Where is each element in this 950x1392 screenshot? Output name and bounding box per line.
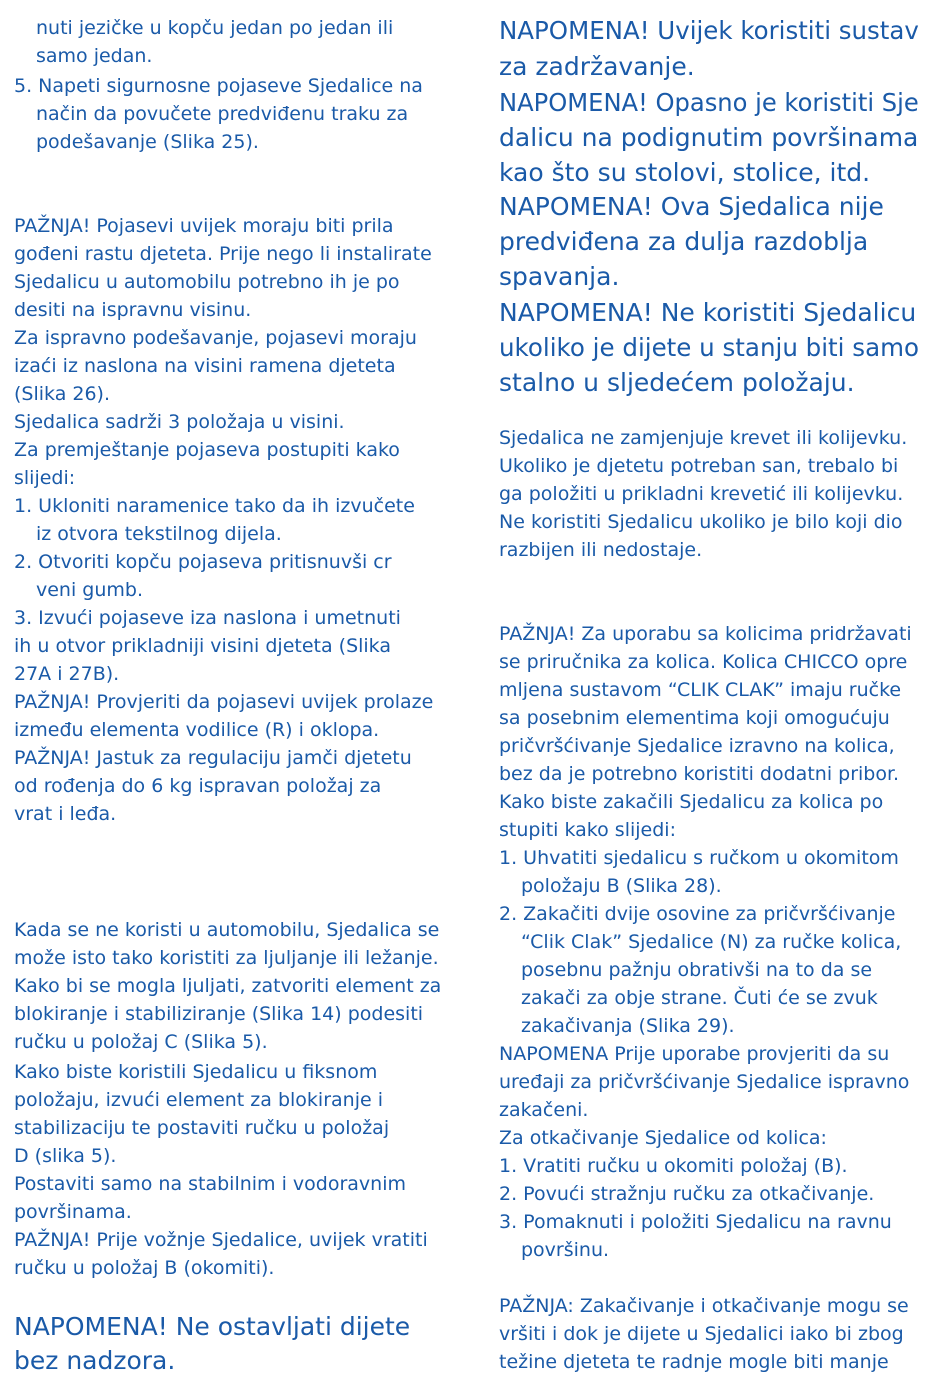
right-warning-heading: NAPOMENA! Uvijek koristiti sustav [499, 16, 919, 45]
left-line: 1. Ukloniti naramenice tako da ih izvučete [14, 495, 415, 517]
left-line: Kada se ne koristi u automobilu, Sjedalica se [14, 919, 440, 941]
right-line: uređaji za pričvršćivanje Sjedalice ispravno [499, 1071, 910, 1093]
right-line: PAŽNJA! Za uporabu sa kolicima pridržavati [499, 623, 912, 645]
right-warning-heading: kao što su stolovi, stolice, itd. [499, 158, 871, 187]
left-line: 3. Izvući pojaseve iza naslona i umetnuti [14, 607, 401, 629]
right-warning-heading: NAPOMENA! Ova Sjedalica nije [499, 192, 884, 221]
right-line: razbijen ili nedostaje. [499, 539, 703, 561]
left-line: blokiranje i stabiliziranje (Slika 14) podesiti [14, 1003, 424, 1025]
left-line: desiti na ispravnu visinu. [14, 299, 252, 321]
right-line: 1. Vratiti ručku u okomiti položaj (B). [499, 1155, 848, 1177]
left-line: Za ispravno podešavanje, pojasevi moraju [14, 327, 417, 349]
right-line: položaju B (Slika 28). [521, 875, 722, 897]
left-line: 27A i 27B). [14, 663, 120, 685]
left-line: gođeni rastu djeteta. Prije nego li instalirate [14, 243, 432, 265]
right-line: bez da je potrebno koristiti dodatni pribor. [499, 763, 900, 785]
left-warning-heading: NAPOMENA! Ne ostavljati dijete [14, 1312, 411, 1341]
right-warning-heading: stalno u sljedećem položaju. [499, 368, 855, 397]
left-line: način da povučete predviđenu traku za [36, 103, 409, 125]
right-line: se priručnika za kolica. Kolica CHICCO opre [499, 651, 908, 673]
left-line: veni gumb. [36, 579, 144, 601]
right-line: Za otkačivanje Sjedalice od kolica: [499, 1127, 827, 1149]
right-line: sa posebnim elementima koji omogućuju [499, 707, 890, 729]
left-line: 5. Napeti sigurnosne pojaseve Sjedalice na [14, 75, 423, 97]
left-line: ručku u položaj B (okomiti). [14, 1257, 275, 1279]
right-line: ga položiti u prikladni krevetić ili kolijevku. [499, 483, 904, 505]
left-line: (Slika 26). [14, 383, 111, 405]
right-warning-heading: spavanja. [499, 262, 620, 291]
left-line: nuti jezičke u kopču jedan po jedan ili [36, 17, 394, 39]
right-column [475, 0, 950, 1392]
right-line: NAPOMENA Prije uporabe provjeriti da su [499, 1043, 890, 1065]
right-warning-heading: za zadržavanje. [499, 52, 695, 81]
left-line: od rođenja do 6 kg ispravan položaj za [14, 775, 382, 797]
left-line: PAŽNJA! Pojasevi uvijek moraju biti prila [14, 215, 394, 237]
right-line: Ukoliko je djetetu potreban san, trebalo bi [499, 455, 899, 477]
right-warning-heading: dalicu na podignutim površinama [499, 123, 919, 152]
left-line: D (slika 5). [14, 1145, 117, 1167]
left-line: Kako biste koristili Sjedalicu u fiksnom [14, 1061, 378, 1083]
left-line: između elementa vodilice (R) i oklopa. [14, 719, 380, 741]
right-line: 3. Pomaknuti i položiti Sjedalicu na ravnu [499, 1211, 892, 1233]
left-line: podešavanje (Slika 25). [36, 131, 259, 153]
left-line: stabilizaciju te postaviti ručku u položaj [14, 1117, 390, 1139]
right-line: Kako biste zakačili Sjedalicu za kolica po [499, 791, 884, 813]
left-line: PAŽNJA! Jastuk za regulaciju jamči djetetu [14, 747, 412, 769]
left-line: površinama. [14, 1201, 132, 1223]
left-line: Sjedalica sadrži 3 položaja u visini. [14, 411, 345, 433]
left-line: ih u otvor prikladniji visini djeteta (Slika [14, 635, 391, 657]
left-line: 2. Otvoriti kopču pojaseva pritisnuvši cr [14, 551, 392, 573]
right-line: površinu. [521, 1239, 610, 1261]
left-line: može isto tako koristiti za ljuljanje ili ležanje. [14, 947, 439, 969]
right-line: zakačeni. [499, 1099, 589, 1121]
right-line: težine djeteta te radnje mogle biti manje [499, 1351, 889, 1373]
right-line: Ne koristiti Sjedalicu ukoliko je bilo koji dio [499, 511, 903, 533]
right-line: 1. Uhvatiti sjedalicu s ručkom u okomitom [499, 847, 899, 869]
left-line: vrat i leđa. [14, 803, 117, 825]
right-warning-heading: predviđena za dulja razdoblja [499, 227, 869, 256]
left-line: PAŽNJA! Prije vožnje Sjedalice, uvijek vratiti [14, 1229, 428, 1251]
left-line: PAŽNJA! Provjeriti da pojasevi uvijek prolaze [14, 691, 434, 713]
left-line: izaći iz naslona na visini ramena djeteta [14, 355, 396, 377]
right-line: mljena sustavom “CLIK CLAK” imaju ručke [499, 679, 902, 701]
left-line: samo jedan. [36, 45, 153, 67]
right-line: “Clik Clak” Sjedalice (N) za ručke kolica, [521, 931, 902, 953]
left-line: položaju, izvući element za blokiranje i [14, 1089, 383, 1111]
right-warning-heading: ukoliko je dijete u stanju biti samo [499, 333, 920, 362]
right-line: zakači za obje strane. Čuti će se zvuk [521, 987, 878, 1009]
left-line: Za premještanje pojaseva postupiti kako [14, 439, 400, 461]
left-line: Kako bi se mogla ljuljati, zatvoriti element za [14, 975, 442, 997]
right-line: 2. Povući stražnju ručku za otkačivanje. [499, 1183, 875, 1205]
right-line: stupiti kako slijedi: [499, 819, 676, 841]
right-line: 2. Zakačiti dvije osovine za pričvršćivanje [499, 903, 896, 925]
right-line: pričvršćivanje Sjedalice izravno na kolica, [499, 735, 895, 757]
right-line: posebnu pažnju obrativši na to da se [521, 959, 873, 981]
right-warning-heading: NAPOMENA! Opasno je koristiti Sje [499, 88, 919, 117]
right-line: Sjedalica ne zamjenjuje krevet ili kolijevku. [499, 427, 908, 449]
left-line: slijedi: [14, 467, 76, 489]
right-warning-heading: NAPOMENA! Ne koristiti Sjedalicu [499, 298, 917, 327]
left-line: Postaviti samo na stabilnim i vodoravnim [14, 1173, 407, 1195]
right-line: vršiti i dok je dijete u Sjedalici iako bi zbog [499, 1323, 904, 1345]
right-line: zakačivanja (Slika 29). [521, 1015, 735, 1037]
left-line: ručku u položaj C (Slika 5). [14, 1031, 268, 1053]
right-line: PAŽNJA: Zakačivanje i otkačivanje mogu se [499, 1295, 909, 1317]
left-line: iz otvora tekstilnog dijela. [36, 523, 282, 545]
left-line: Sjedalicu u automobilu potrebno ih je po [14, 271, 400, 293]
left-warning-heading: bez nadzora. [14, 1346, 176, 1375]
